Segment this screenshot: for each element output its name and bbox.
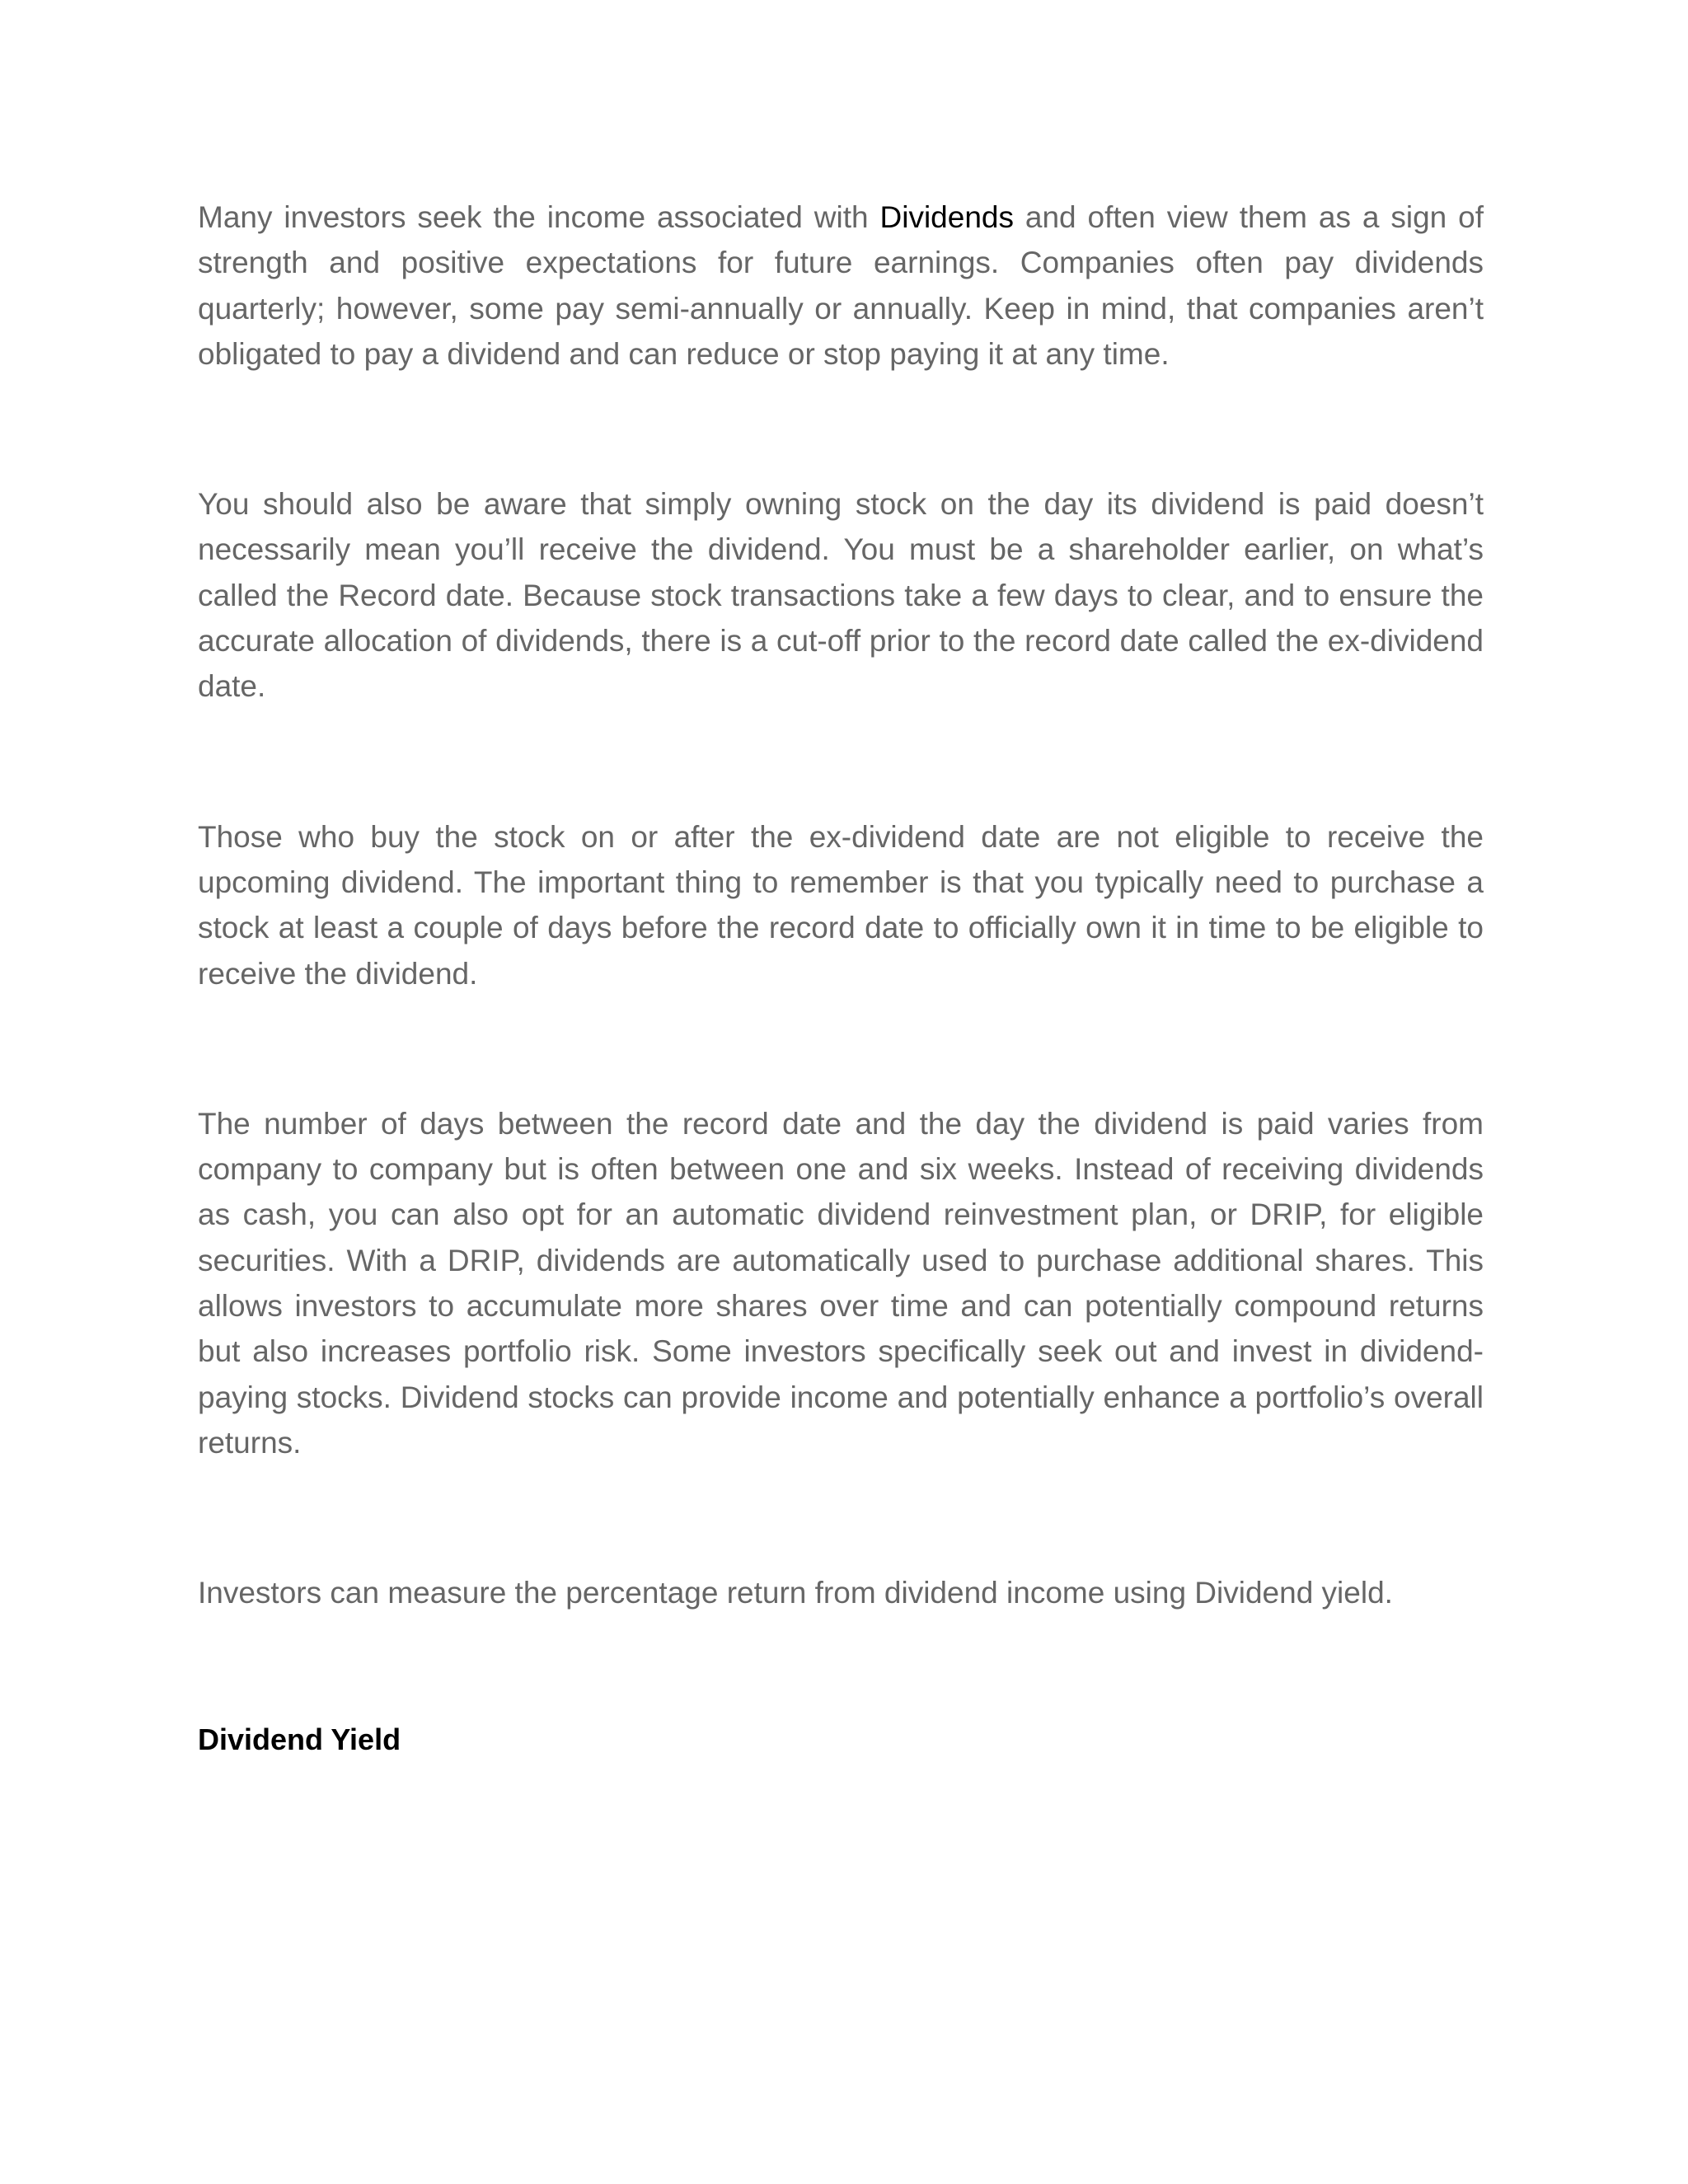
paragraph-dividend-yield-intro: Investors can measure the percentage return from dividend income using Dividend yield. (198, 1576, 1393, 1610)
paragraph-text: and often view them as a sign of strength and positive expectations for future earnings. Companies often pay dividends quarterly; however, some pay semi-annually or annually. Keep in mind, that companies aren’t obligated to pay a dividend and can reduce or stop paying it at any time. (198, 200, 1484, 371)
paragraph-drip: The number of days between the record date and the day the dividend is paid varies from company to company but is often between one and six weeks. Instead of receiving dividends as cash, you can also opt for an automatic dividend reinvestment plan, or DRIP, for eligible securities. With a DRIP, dividends are automatically used to purchase additional shares. This allows investors to accumulate more shares over time and can potentially compound returns but also increases portfolio risk. Some investors specifically seek out and invest in dividend-paying stocks. Dividend stocks can provide income and potentially enhance a portfolio’s overall returns. (198, 1106, 1484, 1460)
document-page (198, 194, 1484, 1762)
paragraph-record-date: You should also be aware that simply owning stock on the day its dividend is paid doesn’t necessarily mean you’ll receive the dividend. You must be a shareholder earlier, on what’s called the Record date. Because stock transactions take a few days to clear, and to ensure the accurate allocation of dividends, there is a cut-off prior to the record date called the ex-dividend date. (198, 487, 1484, 704)
paragraph-text: Many investors seek the income associated with (198, 200, 880, 234)
section-heading-dividend-yield: Dividend Yield (198, 1722, 401, 1756)
paragraph-dividends-intro (198, 194, 1484, 377)
paragraph-ex-dividend: Those who buy the stock on or after the ex-dividend date are not eligible to receive the upcoming dividend. The important thing to remember is that you typically need to purchase a stock at least a couple of days before the record date to officially own it in time to be eligible to receive the dividend. (198, 819, 1484, 991)
dividends-term-link[interactable]: Dividends (879, 200, 1014, 234)
